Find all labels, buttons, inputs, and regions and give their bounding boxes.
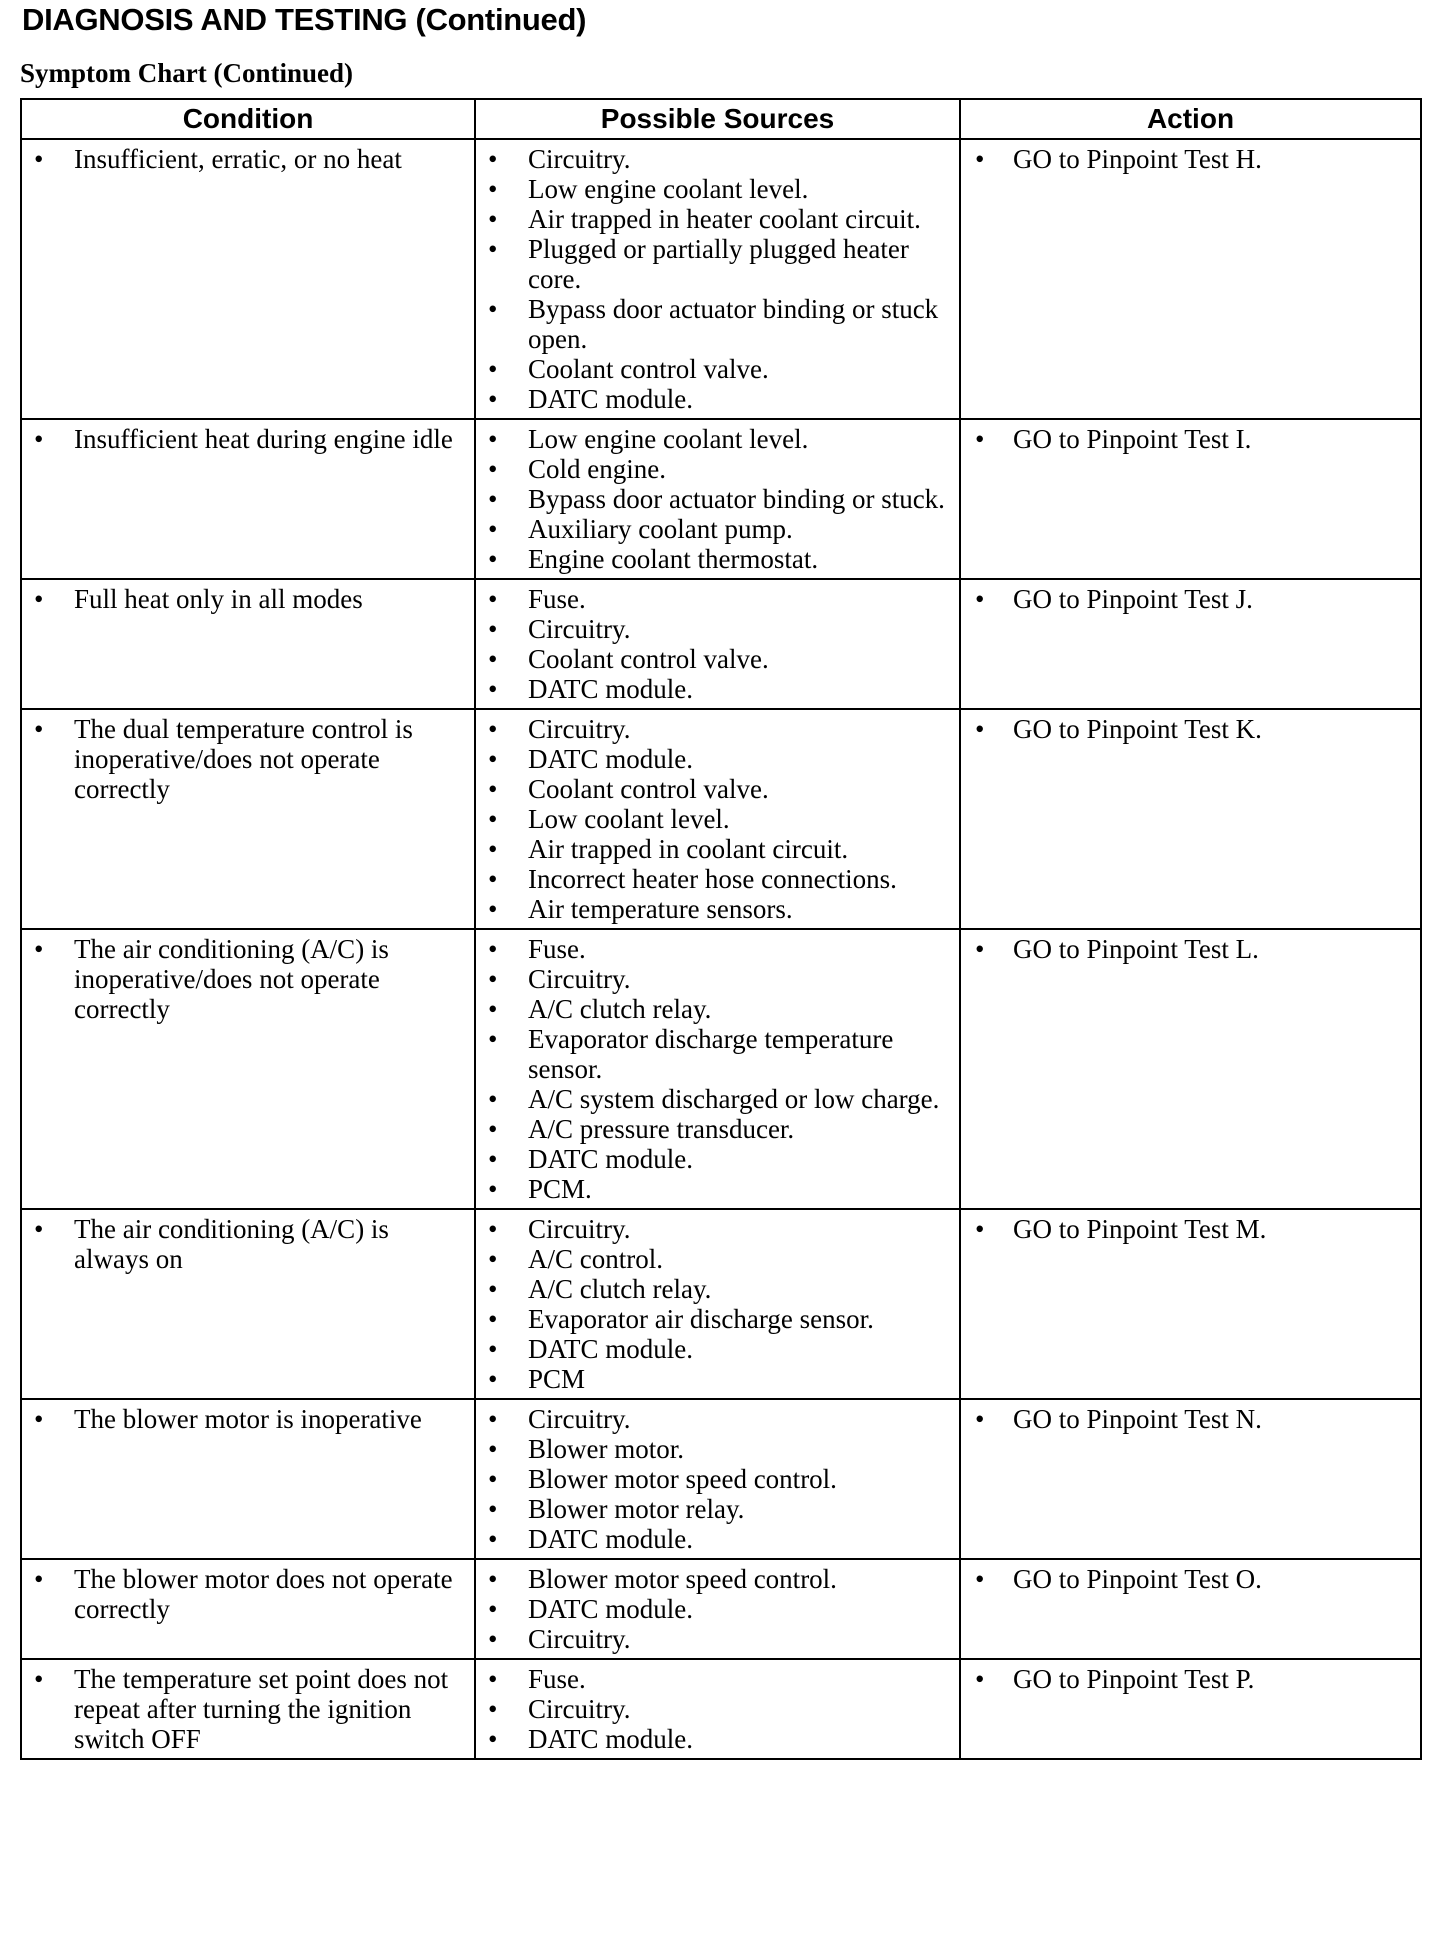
table-row (21, 1559, 1421, 1659)
source-item: • Bypass door actuator binding or stuck open. (476, 294, 953, 354)
possible-sources-cell (475, 1559, 960, 1659)
possible-sources-cell (475, 1209, 960, 1399)
table-row (21, 709, 1421, 929)
source-item: • Circuitry. (476, 1624, 953, 1654)
source-item: • Low engine coolant level. (476, 174, 953, 204)
header-action: Action (960, 99, 1421, 139)
table-row (21, 579, 1421, 709)
action-text: • GO to Pinpoint Test H. (961, 144, 1414, 174)
sources-list (476, 144, 953, 414)
source-item: • Circuitry. (476, 1214, 953, 1244)
subsection-title: Symptom Chart (Continued) (20, 58, 354, 88)
condition-cell (21, 1209, 475, 1399)
condition-cell (21, 929, 475, 1209)
action-cell (960, 419, 1421, 579)
action-cell (960, 929, 1421, 1209)
condition-text: • The air conditioning (A/C) is always on (22, 1214, 468, 1274)
possible-sources-cell (475, 1399, 960, 1559)
action-text: • GO to Pinpoint Test N. (961, 1404, 1414, 1434)
source-item: • DATC module. (476, 1724, 953, 1754)
condition-list (22, 934, 468, 1024)
condition-text: • The air conditioning (A/C) is inoperative/does not operate correctly (22, 934, 468, 1024)
possible-sources-cell (475, 419, 960, 579)
source-item: • Auxiliary coolant pump. (476, 514, 953, 544)
condition-text: • Insufficient, erratic, or no heat (22, 144, 468, 174)
source-item: • DATC module. (476, 1524, 953, 1554)
condition-text: • Insufficient heat during engine idle (22, 424, 468, 454)
action-list (961, 1214, 1414, 1244)
table-header-row (21, 99, 1421, 139)
condition-cell (21, 1399, 475, 1559)
source-item: • Air trapped in coolant circuit. (476, 834, 953, 864)
source-item: • A/C clutch relay. (476, 1274, 953, 1304)
action-cell (960, 1559, 1421, 1659)
source-item: • Fuse. (476, 934, 953, 964)
source-item: • Air trapped in heater coolant circuit. (476, 204, 953, 234)
source-item: • Air temperature sensors. (476, 894, 953, 924)
sources-list (476, 714, 953, 924)
source-item: • DATC module. (476, 744, 953, 774)
action-list (961, 424, 1414, 454)
source-item: • DATC module. (476, 1334, 953, 1364)
condition-cell (21, 709, 475, 929)
action-list (961, 934, 1414, 964)
action-cell (960, 1659, 1421, 1759)
sources-list (476, 1214, 953, 1394)
possible-sources-cell (475, 1659, 960, 1759)
source-item: • Blower motor speed control. (476, 1464, 953, 1494)
table-row (21, 1399, 1421, 1559)
source-item: • DATC module. (476, 674, 953, 704)
table-row (21, 929, 1421, 1209)
action-text: • GO to Pinpoint Test I. (961, 424, 1414, 454)
table-row (21, 419, 1421, 579)
source-item: • Circuitry. (476, 144, 953, 174)
source-item: • PCM. (476, 1174, 953, 1204)
source-item: • A/C pressure transducer. (476, 1114, 953, 1144)
condition-cell (21, 1559, 475, 1659)
action-cell (960, 139, 1421, 419)
action-list (961, 144, 1414, 174)
condition-list (22, 584, 468, 614)
header-condition: Condition (21, 99, 475, 139)
condition-text: • Full heat only in all modes (22, 584, 468, 614)
source-item: • Circuitry. (476, 1694, 953, 1724)
source-item: • DATC module. (476, 1594, 953, 1624)
action-list (961, 584, 1414, 614)
action-cell (960, 1399, 1421, 1559)
source-item: • A/C system discharged or low charge. (476, 1084, 953, 1114)
condition-list (22, 424, 468, 454)
action-list (961, 714, 1414, 744)
source-item: • Low engine coolant level. (476, 424, 953, 454)
possible-sources-cell (475, 929, 960, 1209)
sources-list (476, 1404, 953, 1554)
source-item: • Coolant control valve. (476, 354, 953, 384)
possible-sources-cell (475, 139, 960, 419)
source-item: • Circuitry. (476, 1404, 953, 1434)
action-list (961, 1664, 1414, 1694)
source-item: • Blower motor speed control. (476, 1564, 953, 1594)
possible-sources-cell (475, 709, 960, 929)
source-item: • A/C control. (476, 1244, 953, 1274)
condition-cell (21, 139, 475, 419)
action-cell (960, 709, 1421, 929)
condition-text: • The dual temperature control is inoperative/does not operate correctly (22, 714, 468, 804)
section-title: DIAGNOSIS AND TESTING (Continued) (22, 2, 587, 37)
sources-list (476, 934, 953, 1204)
action-list (961, 1564, 1414, 1594)
condition-list (22, 1404, 468, 1434)
source-item: • DATC module. (476, 1144, 953, 1174)
condition-text: • The temperature set point does not repeat after turning the ignition switch OFF (22, 1664, 468, 1754)
table-row (21, 139, 1421, 419)
source-item: • Circuitry. (476, 714, 953, 744)
source-item: • Low coolant level. (476, 804, 953, 834)
source-item: • Plugged or partially plugged heater core. (476, 234, 953, 294)
condition-list (22, 144, 468, 174)
source-item: • Coolant control valve. (476, 774, 953, 804)
source-item: • Incorrect heater hose connections. (476, 864, 953, 894)
action-text: • GO to Pinpoint Test J. (961, 584, 1414, 614)
sources-list (476, 1664, 953, 1754)
symptom-chart-table (20, 98, 1422, 1760)
condition-cell (21, 1659, 475, 1759)
action-text: • GO to Pinpoint Test K. (961, 714, 1414, 744)
source-item: • PCM (476, 1364, 953, 1394)
table-row (21, 1209, 1421, 1399)
source-item: • Bypass door actuator binding or stuck. (476, 484, 953, 514)
source-item: • Cold engine. (476, 454, 953, 484)
condition-text: • The blower motor does not operate correctly (22, 1564, 468, 1624)
table-row (21, 1659, 1421, 1759)
source-item: • Engine coolant thermostat. (476, 544, 953, 574)
possible-sources-cell (475, 579, 960, 709)
source-item: • A/C clutch relay. (476, 994, 953, 1024)
source-item: • Fuse. (476, 584, 953, 614)
sources-list (476, 424, 953, 574)
condition-list (22, 714, 468, 804)
condition-list (22, 1664, 468, 1754)
action-text: • GO to Pinpoint Test M. (961, 1214, 1414, 1244)
header-possible-sources: Possible Sources (475, 99, 960, 139)
condition-cell (21, 419, 475, 579)
source-item: • Circuitry. (476, 964, 953, 994)
action-text: • GO to Pinpoint Test O. (961, 1564, 1414, 1594)
sources-list (476, 1564, 953, 1654)
condition-list (22, 1564, 468, 1624)
source-item: • Circuitry. (476, 614, 953, 644)
action-list (961, 1404, 1414, 1434)
table-body (21, 139, 1421, 1759)
action-text: • GO to Pinpoint Test L. (961, 934, 1414, 964)
action-cell (960, 1209, 1421, 1399)
source-item: • Coolant control valve. (476, 644, 953, 674)
action-cell (960, 579, 1421, 709)
sources-list (476, 584, 953, 704)
action-text: • GO to Pinpoint Test P. (961, 1664, 1414, 1694)
source-item: • Fuse. (476, 1664, 953, 1694)
condition-cell (21, 579, 475, 709)
source-item: • Blower motor. (476, 1434, 953, 1464)
condition-list (22, 1214, 468, 1274)
source-item: • Evaporator discharge temperature sensor. (476, 1024, 953, 1084)
condition-text: • The blower motor is inoperative (22, 1404, 468, 1434)
source-item: • Blower motor relay. (476, 1494, 953, 1524)
source-item: • Evaporator air discharge sensor. (476, 1304, 953, 1334)
source-item: • DATC module. (476, 384, 953, 414)
